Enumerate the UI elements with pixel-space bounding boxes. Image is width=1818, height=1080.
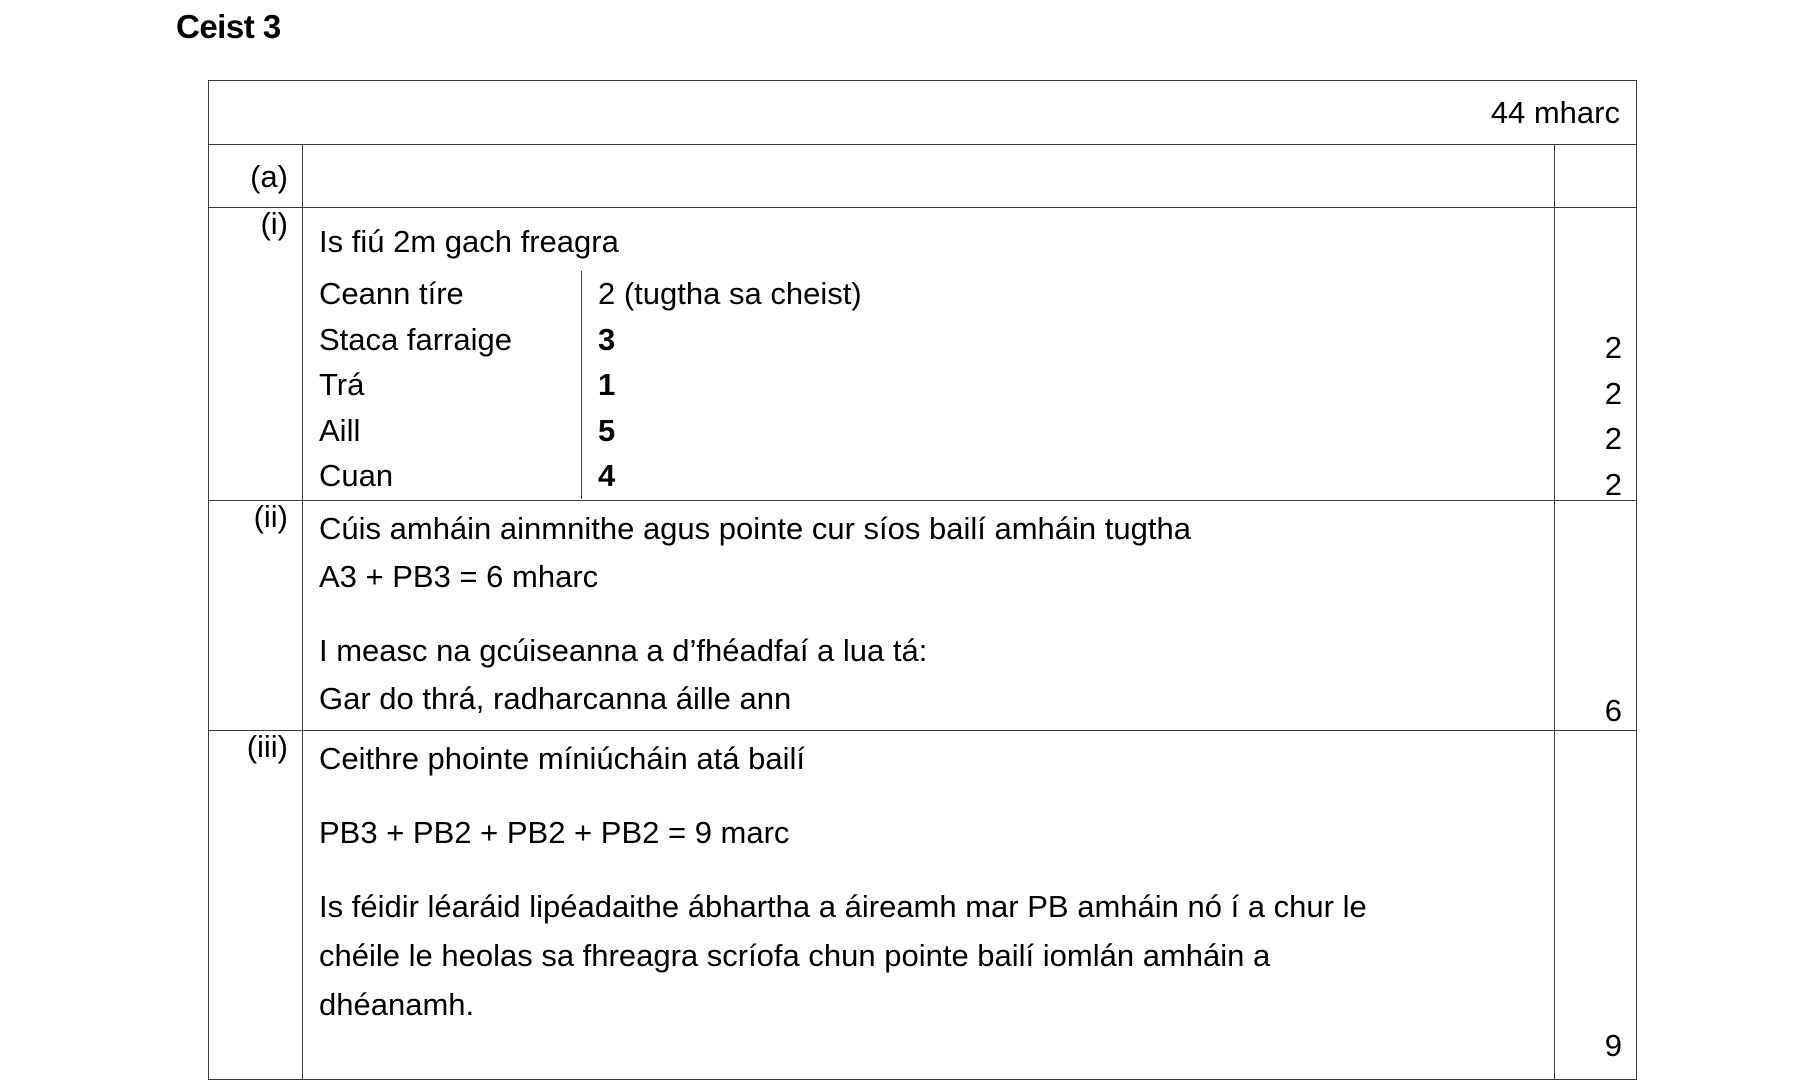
feature-marks: 2 xyxy=(1604,375,1622,411)
spacer xyxy=(319,605,1554,631)
instruction-text: Is fiú 2m gach freagra xyxy=(319,224,619,259)
feature-answer-table xyxy=(319,271,862,499)
part-iii-row xyxy=(209,731,1637,1080)
part-marks xyxy=(1554,731,1636,1080)
part-content xyxy=(303,501,1555,731)
part-marks-value: 9 xyxy=(1604,1028,1622,1063)
question-heading: Ceist 3 xyxy=(176,8,281,45)
total-marks-row xyxy=(209,81,1637,145)
note-text-line: chéile le heolas sa fhreagra scríofa chun pointe bailí iomlán amháin a xyxy=(319,938,1271,973)
feature-row xyxy=(319,453,862,499)
part-marks xyxy=(1554,145,1636,208)
reasons-examples: Gar do thrá, radharcanna áille ann xyxy=(319,681,792,716)
part-marks xyxy=(1554,501,1636,731)
part-a-row xyxy=(209,145,1637,208)
part-label: (ii) xyxy=(209,501,303,731)
feature-name: Aill xyxy=(319,412,361,448)
feature-value: 1 xyxy=(582,362,862,408)
total-marks: 44 mharc xyxy=(209,81,1637,145)
feature-value: 4 xyxy=(582,453,862,499)
feature-value: 2 (tugtha sa cheist) xyxy=(582,271,862,317)
feature-name: Cuan xyxy=(319,458,394,494)
part-label: (a) xyxy=(209,145,303,208)
part-marks xyxy=(1554,208,1636,501)
part-content xyxy=(303,145,1555,208)
feature-name: Ceann tíre xyxy=(319,276,464,312)
part-label: (i) xyxy=(209,208,303,501)
reasons-intro: I measc na gcúiseanna a d’fhéadfaí a lua tá: xyxy=(319,633,928,668)
part-marks-value: 6 xyxy=(1604,693,1622,728)
criteria-text: Cúis amháin ainmnithe agus pointe cur síos bailí amháin tugtha xyxy=(319,511,1191,546)
criteria-text: Ceithre phointe míniúcháin atá bailí xyxy=(319,741,805,776)
feature-marks: 2 xyxy=(1604,330,1622,365)
feature-marks: 2 xyxy=(1604,421,1622,456)
feature-value: 3 xyxy=(582,317,862,363)
part-i-row xyxy=(209,208,1637,501)
spacer xyxy=(319,862,1554,887)
feature-marks-list xyxy=(1605,325,1622,507)
feature-row xyxy=(319,362,862,408)
feature-row xyxy=(319,317,862,363)
note-text-line: Is féidir léaráid lipéadaithe ábhartha a áireamh mar PB amháin nó í a chur le xyxy=(319,889,1367,924)
part-label: (iii) xyxy=(209,731,303,1080)
part-ii-row xyxy=(209,501,1637,731)
note-text-line: dhéanamh. xyxy=(319,987,475,1022)
part-content xyxy=(303,208,1555,501)
marks-formula: PB3 + PB2 + PB2 + PB2 = 9 marc xyxy=(319,815,790,850)
feature-name: Trá xyxy=(319,367,365,403)
feature-marks: 2 xyxy=(1604,466,1622,502)
feature-name: Staca farraige xyxy=(319,321,512,357)
feature-value: 5 xyxy=(582,408,862,454)
feature-row xyxy=(319,408,862,454)
feature-row xyxy=(319,271,862,317)
part-content xyxy=(303,731,1555,1080)
marking-scheme-table xyxy=(208,80,1637,1080)
spacer xyxy=(319,788,1554,813)
marks-formula: A3 + PB3 = 6 mharc xyxy=(319,559,599,594)
